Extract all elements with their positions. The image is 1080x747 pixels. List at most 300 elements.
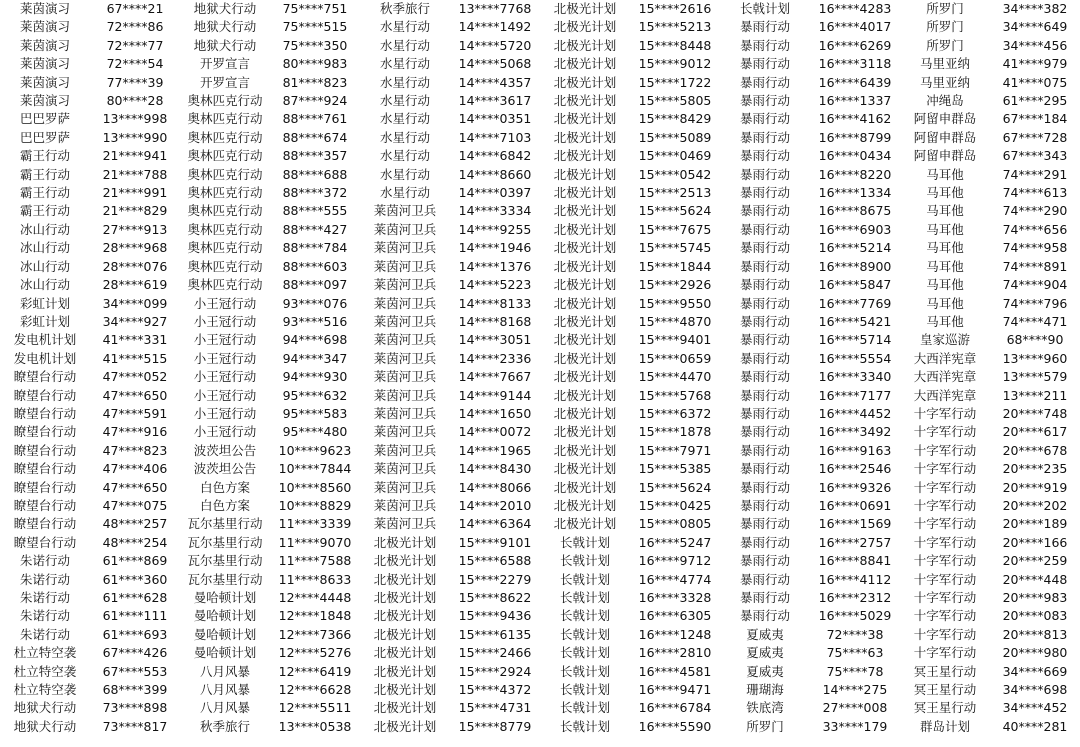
operation-name-cell: 北极光计划 <box>553 148 617 164</box>
operation-name-cell: 奥林匹克行动 <box>187 166 263 182</box>
operation-name-cell: 北极光计划 <box>553 424 617 440</box>
masked-number-cell: 67****343 <box>1002 148 1068 164</box>
operation-name-cell: 北极光计划 <box>553 461 617 477</box>
masked-number-cell: 72****86 <box>106 19 164 35</box>
operation-name-cell: 瓦尔基里行动 <box>187 534 263 550</box>
masked-number-cell: 16****8841 <box>818 553 892 569</box>
masked-number-cell: 34****456 <box>1002 37 1068 53</box>
operation-name-cell: 暴雨行动 <box>739 516 790 532</box>
masked-number-cell: 41****515 <box>102 350 168 366</box>
masked-number-cell: 16****5714 <box>818 332 892 348</box>
operation-name-cell: 北极光计划 <box>553 74 617 90</box>
operation-name-cell: 小王冠行动 <box>193 350 257 366</box>
operation-name-cell: 北极光计划 <box>553 111 617 127</box>
masked-number-cell: 75****78 <box>826 663 884 679</box>
operation-name-cell: 长戟计划 <box>559 718 610 734</box>
table-row <box>0 405 1080 423</box>
operation-name-cell: 莱茵河卫兵 <box>373 405 437 421</box>
table-row <box>0 239 1080 257</box>
masked-number-cell: 14****3617 <box>458 93 532 109</box>
operation-name-cell: 北极光计划 <box>373 626 437 642</box>
table-row <box>0 644 1080 662</box>
masked-number-cell: 47****075 <box>102 497 168 513</box>
masked-number-cell: 20****813 <box>1002 626 1068 642</box>
operation-name-cell: 阿留申群岛 <box>913 148 977 164</box>
masked-number-cell: 88****761 <box>282 111 348 127</box>
masked-number-cell: 73****898 <box>102 700 168 716</box>
operation-name-cell: 奥林匹克行动 <box>187 111 263 127</box>
operation-name-cell: 暴雨行动 <box>739 221 790 237</box>
operation-name-cell: 北极光计划 <box>373 663 437 679</box>
table-row <box>0 626 1080 644</box>
table-row <box>0 258 1080 276</box>
masked-number-cell: 16****4017 <box>818 19 892 35</box>
operation-name-cell: 小王冠行动 <box>193 295 257 311</box>
masked-number-cell: 11****8633 <box>278 571 352 587</box>
masked-number-cell: 16****6439 <box>818 74 892 90</box>
masked-number-cell: 95****632 <box>282 387 348 403</box>
operation-name-cell: 马耳他 <box>926 258 964 274</box>
operation-name-cell: 瞭望台行动 <box>13 479 77 495</box>
operation-name-cell: 暴雨行动 <box>739 295 790 311</box>
masked-number-cell: 14****1650 <box>458 405 532 421</box>
table-row <box>0 571 1080 589</box>
masked-number-cell: 88****603 <box>282 258 348 274</box>
operation-name-cell: 莱茵河卫兵 <box>373 497 437 513</box>
masked-number-cell: 16****5214 <box>818 240 892 256</box>
operation-name-cell: 马耳他 <box>926 240 964 256</box>
operation-name-cell: 暴雨行动 <box>739 497 790 513</box>
masked-number-cell: 11****9070 <box>278 534 352 550</box>
operation-name-cell: 长戟计划 <box>559 682 610 698</box>
masked-number-cell: 34****698 <box>1002 682 1068 698</box>
masked-number-cell: 15****5768 <box>638 387 712 403</box>
operation-name-cell: 瞭望台行动 <box>13 461 77 477</box>
operation-name-cell: 北极光计划 <box>553 185 617 201</box>
table-row <box>0 552 1080 570</box>
operation-name-cell: 所罗门 <box>926 1 964 16</box>
operation-name-cell: 大西洋宪章 <box>913 369 977 385</box>
operation-name-cell: 暴雨行动 <box>739 461 790 477</box>
masked-number-cell: 14****5720 <box>458 37 532 53</box>
masked-number-cell: 15****9436 <box>458 608 532 624</box>
masked-number-cell: 61****111 <box>102 608 168 624</box>
masked-number-cell: 94****347 <box>282 350 348 366</box>
operation-name-cell: 北极光计划 <box>553 405 617 421</box>
masked-number-cell: 14****8066 <box>458 479 532 495</box>
masked-number-cell: 48****254 <box>102 534 168 550</box>
operation-name-cell: 莱茵河卫兵 <box>373 277 437 293</box>
operation-name-cell: 北极光计划 <box>553 129 617 145</box>
operation-name-cell: 暴雨行动 <box>739 608 790 624</box>
table-row <box>0 92 1080 110</box>
masked-number-cell: 11****3339 <box>278 516 352 532</box>
masked-number-cell: 16****3118 <box>818 56 892 72</box>
masked-number-cell: 15****2513 <box>638 185 712 201</box>
masked-number-cell: 15****4470 <box>638 369 712 385</box>
masked-number-cell: 14****9255 <box>458 221 532 237</box>
masked-number-cell: 12****6419 <box>278 663 352 679</box>
masked-number-cell: 16****4112 <box>818 571 892 587</box>
operation-name-cell: 暴雨行动 <box>739 590 790 605</box>
masked-number-cell: 15****1878 <box>638 424 712 440</box>
masked-number-cell: 21****991 <box>102 185 168 201</box>
masked-number-cell: 88****357 <box>282 148 348 164</box>
operation-name-cell: 水星行动 <box>379 37 430 53</box>
masked-number-cell: 14****275 <box>822 682 888 698</box>
table-row <box>0 18 1080 36</box>
masked-number-cell: 15****6372 <box>638 405 712 421</box>
operation-name-cell: 暴雨行动 <box>739 479 790 495</box>
operation-name-cell: 暴雨行动 <box>739 111 790 127</box>
masked-number-cell: 12****4448 <box>278 590 352 605</box>
operation-name-cell: 瓦尔基里行动 <box>187 571 263 587</box>
operation-name-cell: 冰山行动 <box>19 240 70 256</box>
masked-number-cell: 13****211 <box>1002 387 1068 403</box>
operation-name-cell: 小王冠行动 <box>193 387 257 403</box>
operation-name-cell: 莱茵河卫兵 <box>373 387 437 403</box>
masked-number-cell: 15****4731 <box>458 700 532 716</box>
masked-number-cell: 72****54 <box>106 56 164 72</box>
operation-name-cell: 十字军行动 <box>913 497 977 513</box>
masked-number-cell: 16****8220 <box>818 166 892 182</box>
operation-name-cell: 所罗门 <box>926 19 964 35</box>
masked-number-cell: 15****2924 <box>458 663 532 679</box>
table-row <box>0 129 1080 147</box>
masked-number-cell: 20****980 <box>1002 645 1068 661</box>
table-row <box>0 147 1080 165</box>
masked-number-cell: 20****617 <box>1002 424 1068 440</box>
masked-number-cell: 47****916 <box>102 424 168 440</box>
masked-number-cell: 15****5624 <box>638 479 712 495</box>
masked-number-cell: 16****2546 <box>818 461 892 477</box>
operation-name-cell: 地狱犬行动 <box>13 700 77 716</box>
table-row <box>0 350 1080 368</box>
masked-number-cell: 20****259 <box>1002 553 1068 569</box>
operation-name-cell: 十字军行动 <box>913 571 977 587</box>
operation-name-cell: 冰山行动 <box>19 277 70 293</box>
masked-number-cell: 74****796 <box>1002 295 1068 311</box>
masked-number-cell: 16****8900 <box>818 258 892 274</box>
masked-number-cell: 16****1337 <box>818 93 892 109</box>
operation-name-cell: 杜立特空袭 <box>13 645 77 661</box>
operation-name-cell: 奥林匹克行动 <box>187 93 263 109</box>
masked-number-cell: 16****7177 <box>818 387 892 403</box>
operation-name-cell: 莱茵河卫兵 <box>373 295 437 311</box>
table-row <box>0 368 1080 386</box>
operation-name-cell: 水星行动 <box>379 19 430 35</box>
operation-name-cell: 冥王星行动 <box>913 682 977 698</box>
operation-name-cell: 北极光计划 <box>553 442 617 458</box>
masked-number-cell: 16****3340 <box>818 369 892 385</box>
masked-number-cell: 67****184 <box>1002 111 1068 127</box>
masked-number-cell: 41****331 <box>102 332 168 348</box>
operation-name-cell: 莱茵演习 <box>19 37 70 53</box>
masked-number-cell: 75****515 <box>282 19 348 35</box>
operation-name-cell: 北极光计划 <box>553 516 617 532</box>
masked-number-cell: 33****179 <box>822 718 888 734</box>
operation-name-cell: 长戟计划 <box>559 626 610 642</box>
masked-number-cell: 14****8660 <box>458 166 532 182</box>
operation-name-cell: 朱诺行动 <box>19 571 70 587</box>
masked-number-cell: 20****678 <box>1002 442 1068 458</box>
masked-number-cell: 74****471 <box>1002 313 1068 329</box>
masked-number-cell: 20****448 <box>1002 571 1068 587</box>
operation-name-cell: 十字军行动 <box>913 461 977 477</box>
operation-name-cell: 北极光计划 <box>553 277 617 293</box>
table-row <box>0 110 1080 128</box>
operation-name-cell: 马里亚纳 <box>919 74 970 90</box>
masked-number-cell: 15****9012 <box>638 56 712 72</box>
operation-name-cell: 霸王行动 <box>19 148 70 164</box>
operation-name-cell: 暴雨行动 <box>739 93 790 109</box>
operation-name-cell: 水星行动 <box>379 111 430 127</box>
masked-number-cell: 72****38 <box>826 626 884 642</box>
operation-name-cell: 马耳他 <box>926 221 964 237</box>
operation-name-cell: 小王冠行动 <box>193 369 257 385</box>
operation-name-cell: 长戟计划 <box>739 1 790 16</box>
operation-name-cell: 开罗宣言 <box>199 56 250 72</box>
operation-name-cell: 北极光计划 <box>373 718 437 734</box>
masked-number-cell: 34****649 <box>1002 19 1068 35</box>
masked-number-cell: 15****5213 <box>638 19 712 35</box>
operation-name-cell: 冰山行动 <box>19 221 70 237</box>
masked-number-cell: 14****6364 <box>458 516 532 532</box>
masked-number-cell: 12****1848 <box>278 608 352 624</box>
masked-number-cell: 75****63 <box>826 645 884 661</box>
operation-name-cell: 杜立特空袭 <box>13 663 77 679</box>
masked-number-cell: 14****8168 <box>458 313 532 329</box>
operation-name-cell: 杜立特空袭 <box>13 682 77 698</box>
operation-name-cell: 十字军行动 <box>913 553 977 569</box>
masked-number-cell: 74****656 <box>1002 221 1068 237</box>
masked-number-cell: 47****052 <box>102 369 168 385</box>
table-row <box>0 276 1080 294</box>
operation-name-cell: 莱茵河卫兵 <box>373 424 437 440</box>
operation-name-cell: 瞭望台行动 <box>13 516 77 532</box>
operation-name-cell: 奥林匹克行动 <box>187 221 263 237</box>
operation-name-cell: 十字军行动 <box>913 424 977 440</box>
masked-number-cell: 88****097 <box>282 277 348 293</box>
table-row <box>0 184 1080 202</box>
masked-number-cell: 14****2010 <box>458 497 532 513</box>
masked-number-cell: 74****613 <box>1002 185 1068 201</box>
operation-name-cell: 群岛计划 <box>919 718 970 734</box>
operation-name-cell: 奥林匹克行动 <box>187 129 263 145</box>
operation-name-cell: 珊瑚海 <box>746 682 784 698</box>
masked-number-cell: 15****5385 <box>638 461 712 477</box>
operation-name-cell: 十字军行动 <box>913 405 977 421</box>
operation-name-cell: 曼哈顿计划 <box>193 608 257 624</box>
masked-number-cell: 61****295 <box>1002 93 1068 109</box>
operation-name-cell: 朱诺行动 <box>19 608 70 624</box>
operation-name-cell: 巴巴罗萨 <box>19 111 70 127</box>
operation-name-cell: 北极光计划 <box>373 682 437 698</box>
operation-name-cell: 暴雨行动 <box>739 313 790 329</box>
masked-number-cell: 13****7768 <box>458 1 532 16</box>
table-row <box>0 423 1080 441</box>
masked-number-cell: 13****579 <box>1002 369 1068 385</box>
masked-number-cell: 12****7366 <box>278 626 352 642</box>
masked-number-cell: 14****6842 <box>458 148 532 164</box>
table-row <box>0 313 1080 331</box>
operation-name-cell: 暴雨行动 <box>739 240 790 256</box>
masked-number-cell: 88****555 <box>282 203 348 219</box>
operation-name-cell: 暴雨行动 <box>739 148 790 164</box>
masked-number-cell: 21****829 <box>102 203 168 219</box>
masked-number-cell: 15****2466 <box>458 645 532 661</box>
operation-name-cell: 水星行动 <box>379 129 430 145</box>
operation-name-cell: 北极光计划 <box>373 534 437 550</box>
masked-number-cell: 15****2616 <box>638 1 712 16</box>
masked-number-cell: 80****983 <box>282 56 348 72</box>
masked-number-cell: 15****2279 <box>458 571 532 587</box>
masked-number-cell: 16****6269 <box>818 37 892 53</box>
operation-name-cell: 暴雨行动 <box>739 56 790 72</box>
operation-name-cell: 地狱犬行动 <box>193 1 257 16</box>
masked-number-cell: 14****8133 <box>458 295 532 311</box>
masked-number-cell: 20****083 <box>1002 608 1068 624</box>
masked-number-cell: 75****751 <box>282 1 348 16</box>
operation-name-cell: 水星行动 <box>379 166 430 182</box>
masked-number-cell: 20****202 <box>1002 497 1068 513</box>
masked-number-cell: 15****7971 <box>638 442 712 458</box>
operation-name-cell: 北极光计划 <box>553 240 617 256</box>
masked-number-cell: 16****1569 <box>818 516 892 532</box>
masked-number-cell: 61****360 <box>102 571 168 587</box>
masked-number-cell: 15****8448 <box>638 37 712 53</box>
masked-number-cell: 16****4774 <box>638 571 712 587</box>
masked-number-cell: 41****979 <box>1002 56 1068 72</box>
operation-name-cell: 霸王行动 <box>19 185 70 201</box>
masked-number-cell: 27****913 <box>102 221 168 237</box>
masked-number-cell: 15****5089 <box>638 129 712 145</box>
operation-name-cell: 冥王星行动 <box>913 700 977 716</box>
operation-name-cell: 北极光计划 <box>373 608 437 624</box>
masked-number-cell: 15****5624 <box>638 203 712 219</box>
operation-name-cell: 十字军行动 <box>913 608 977 624</box>
operation-name-cell: 长戟计划 <box>559 590 610 605</box>
operation-name-cell: 所罗门 <box>926 37 964 53</box>
masked-number-cell: 16****9712 <box>638 553 712 569</box>
operation-name-cell: 莱茵河卫兵 <box>373 479 437 495</box>
operation-name-cell: 发电机计划 <box>13 332 77 348</box>
table-row <box>0 515 1080 533</box>
operation-name-cell: 莱茵河卫兵 <box>373 313 437 329</box>
operation-name-cell: 北极光计划 <box>553 221 617 237</box>
masked-number-cell: 20****235 <box>1002 461 1068 477</box>
operation-name-cell: 彩虹计划 <box>19 295 70 311</box>
masked-number-cell: 10****8829 <box>278 497 352 513</box>
masked-number-cell: 10****9623 <box>278 442 352 458</box>
operation-name-cell: 暴雨行动 <box>739 277 790 293</box>
masked-number-cell: 14****7103 <box>458 129 532 145</box>
operation-name-cell: 水星行动 <box>379 93 430 109</box>
operation-name-cell: 水星行动 <box>379 185 430 201</box>
masked-number-cell: 13****998 <box>102 111 168 127</box>
masked-number-cell: 14****4357 <box>458 74 532 90</box>
masked-number-cell: 15****0425 <box>638 497 712 513</box>
masked-number-cell: 87****924 <box>282 93 348 109</box>
operation-name-cell: 莱茵演习 <box>19 1 70 16</box>
operation-name-cell: 北极光计划 <box>553 56 617 72</box>
table-row <box>0 387 1080 405</box>
masked-number-cell: 14****0351 <box>458 111 532 127</box>
masked-number-cell: 77****39 <box>106 74 164 90</box>
masked-number-cell: 67****21 <box>106 1 164 16</box>
masked-number-cell: 81****823 <box>282 74 348 90</box>
masked-number-cell: 21****941 <box>102 148 168 164</box>
masked-number-cell: 16****5029 <box>818 608 892 624</box>
operation-name-cell: 十字军行动 <box>913 442 977 458</box>
operation-name-cell: 北极光计划 <box>373 700 437 716</box>
masked-number-cell: 16****4452 <box>818 405 892 421</box>
operation-name-cell: 冥王星行动 <box>913 663 977 679</box>
table-row <box>0 534 1080 552</box>
operation-name-cell: 北极光计划 <box>553 332 617 348</box>
masked-number-cell: 21****788 <box>102 166 168 182</box>
masked-number-cell: 47****823 <box>102 442 168 458</box>
operation-name-cell: 夏威夷 <box>746 645 784 661</box>
operation-name-cell: 马耳他 <box>926 166 964 182</box>
masked-number-cell: 16****5421 <box>818 313 892 329</box>
operation-name-cell: 小王冠行动 <box>193 405 257 421</box>
operation-name-cell: 巴巴罗萨 <box>19 129 70 145</box>
masked-number-cell: 73****817 <box>102 718 168 734</box>
operation-name-cell: 暴雨行动 <box>739 129 790 145</box>
operation-name-cell: 朱诺行动 <box>19 590 70 605</box>
operation-name-cell: 秋季旅行 <box>199 718 250 734</box>
operation-name-cell: 莱茵河卫兵 <box>373 240 437 256</box>
masked-number-cell: 15****0805 <box>638 516 712 532</box>
masked-number-cell: 27****008 <box>822 700 888 716</box>
masked-number-cell: 88****688 <box>282 166 348 182</box>
masked-number-cell: 16****0691 <box>818 497 892 513</box>
masked-number-cell: 16****4581 <box>638 663 712 679</box>
operation-name-cell: 暴雨行动 <box>739 258 790 274</box>
operation-name-cell: 奥林匹克行动 <box>187 203 263 219</box>
table-row <box>0 663 1080 681</box>
operation-name-cell: 十字军行动 <box>913 626 977 642</box>
operation-name-cell: 暴雨行动 <box>739 442 790 458</box>
masked-number-cell: 14****1946 <box>458 240 532 256</box>
table-row <box>0 460 1080 478</box>
operation-name-cell: 瞭望台行动 <box>13 405 77 421</box>
masked-number-cell: 15****8622 <box>458 590 532 605</box>
masked-number-cell: 61****693 <box>102 626 168 642</box>
operation-name-cell: 北极光计划 <box>553 387 617 403</box>
operation-name-cell: 夏威夷 <box>746 663 784 679</box>
masked-number-cell: 14****3334 <box>458 203 532 219</box>
operation-name-cell: 波茨坦公告 <box>193 442 257 458</box>
masked-number-cell: 12****5511 <box>278 700 352 716</box>
operation-name-cell: 霸王行动 <box>19 203 70 219</box>
masked-number-cell: 68****399 <box>102 682 168 698</box>
operation-name-cell: 瞭望台行动 <box>13 442 77 458</box>
masked-number-cell: 15****1722 <box>638 74 712 90</box>
operation-name-cell: 莱茵河卫兵 <box>373 350 437 366</box>
operation-name-cell: 北极光计划 <box>553 1 617 16</box>
masked-number-cell: 14****5223 <box>458 277 532 293</box>
masked-number-cell: 61****628 <box>102 590 168 605</box>
table-row <box>0 221 1080 239</box>
masked-number-cell: 74****904 <box>1002 277 1068 293</box>
masked-number-cell: 88****372 <box>282 185 348 201</box>
masked-number-cell: 47****591 <box>102 405 168 421</box>
masked-number-cell: 13****0538 <box>278 718 352 734</box>
masked-number-cell: 47****650 <box>102 387 168 403</box>
table-row <box>0 74 1080 92</box>
